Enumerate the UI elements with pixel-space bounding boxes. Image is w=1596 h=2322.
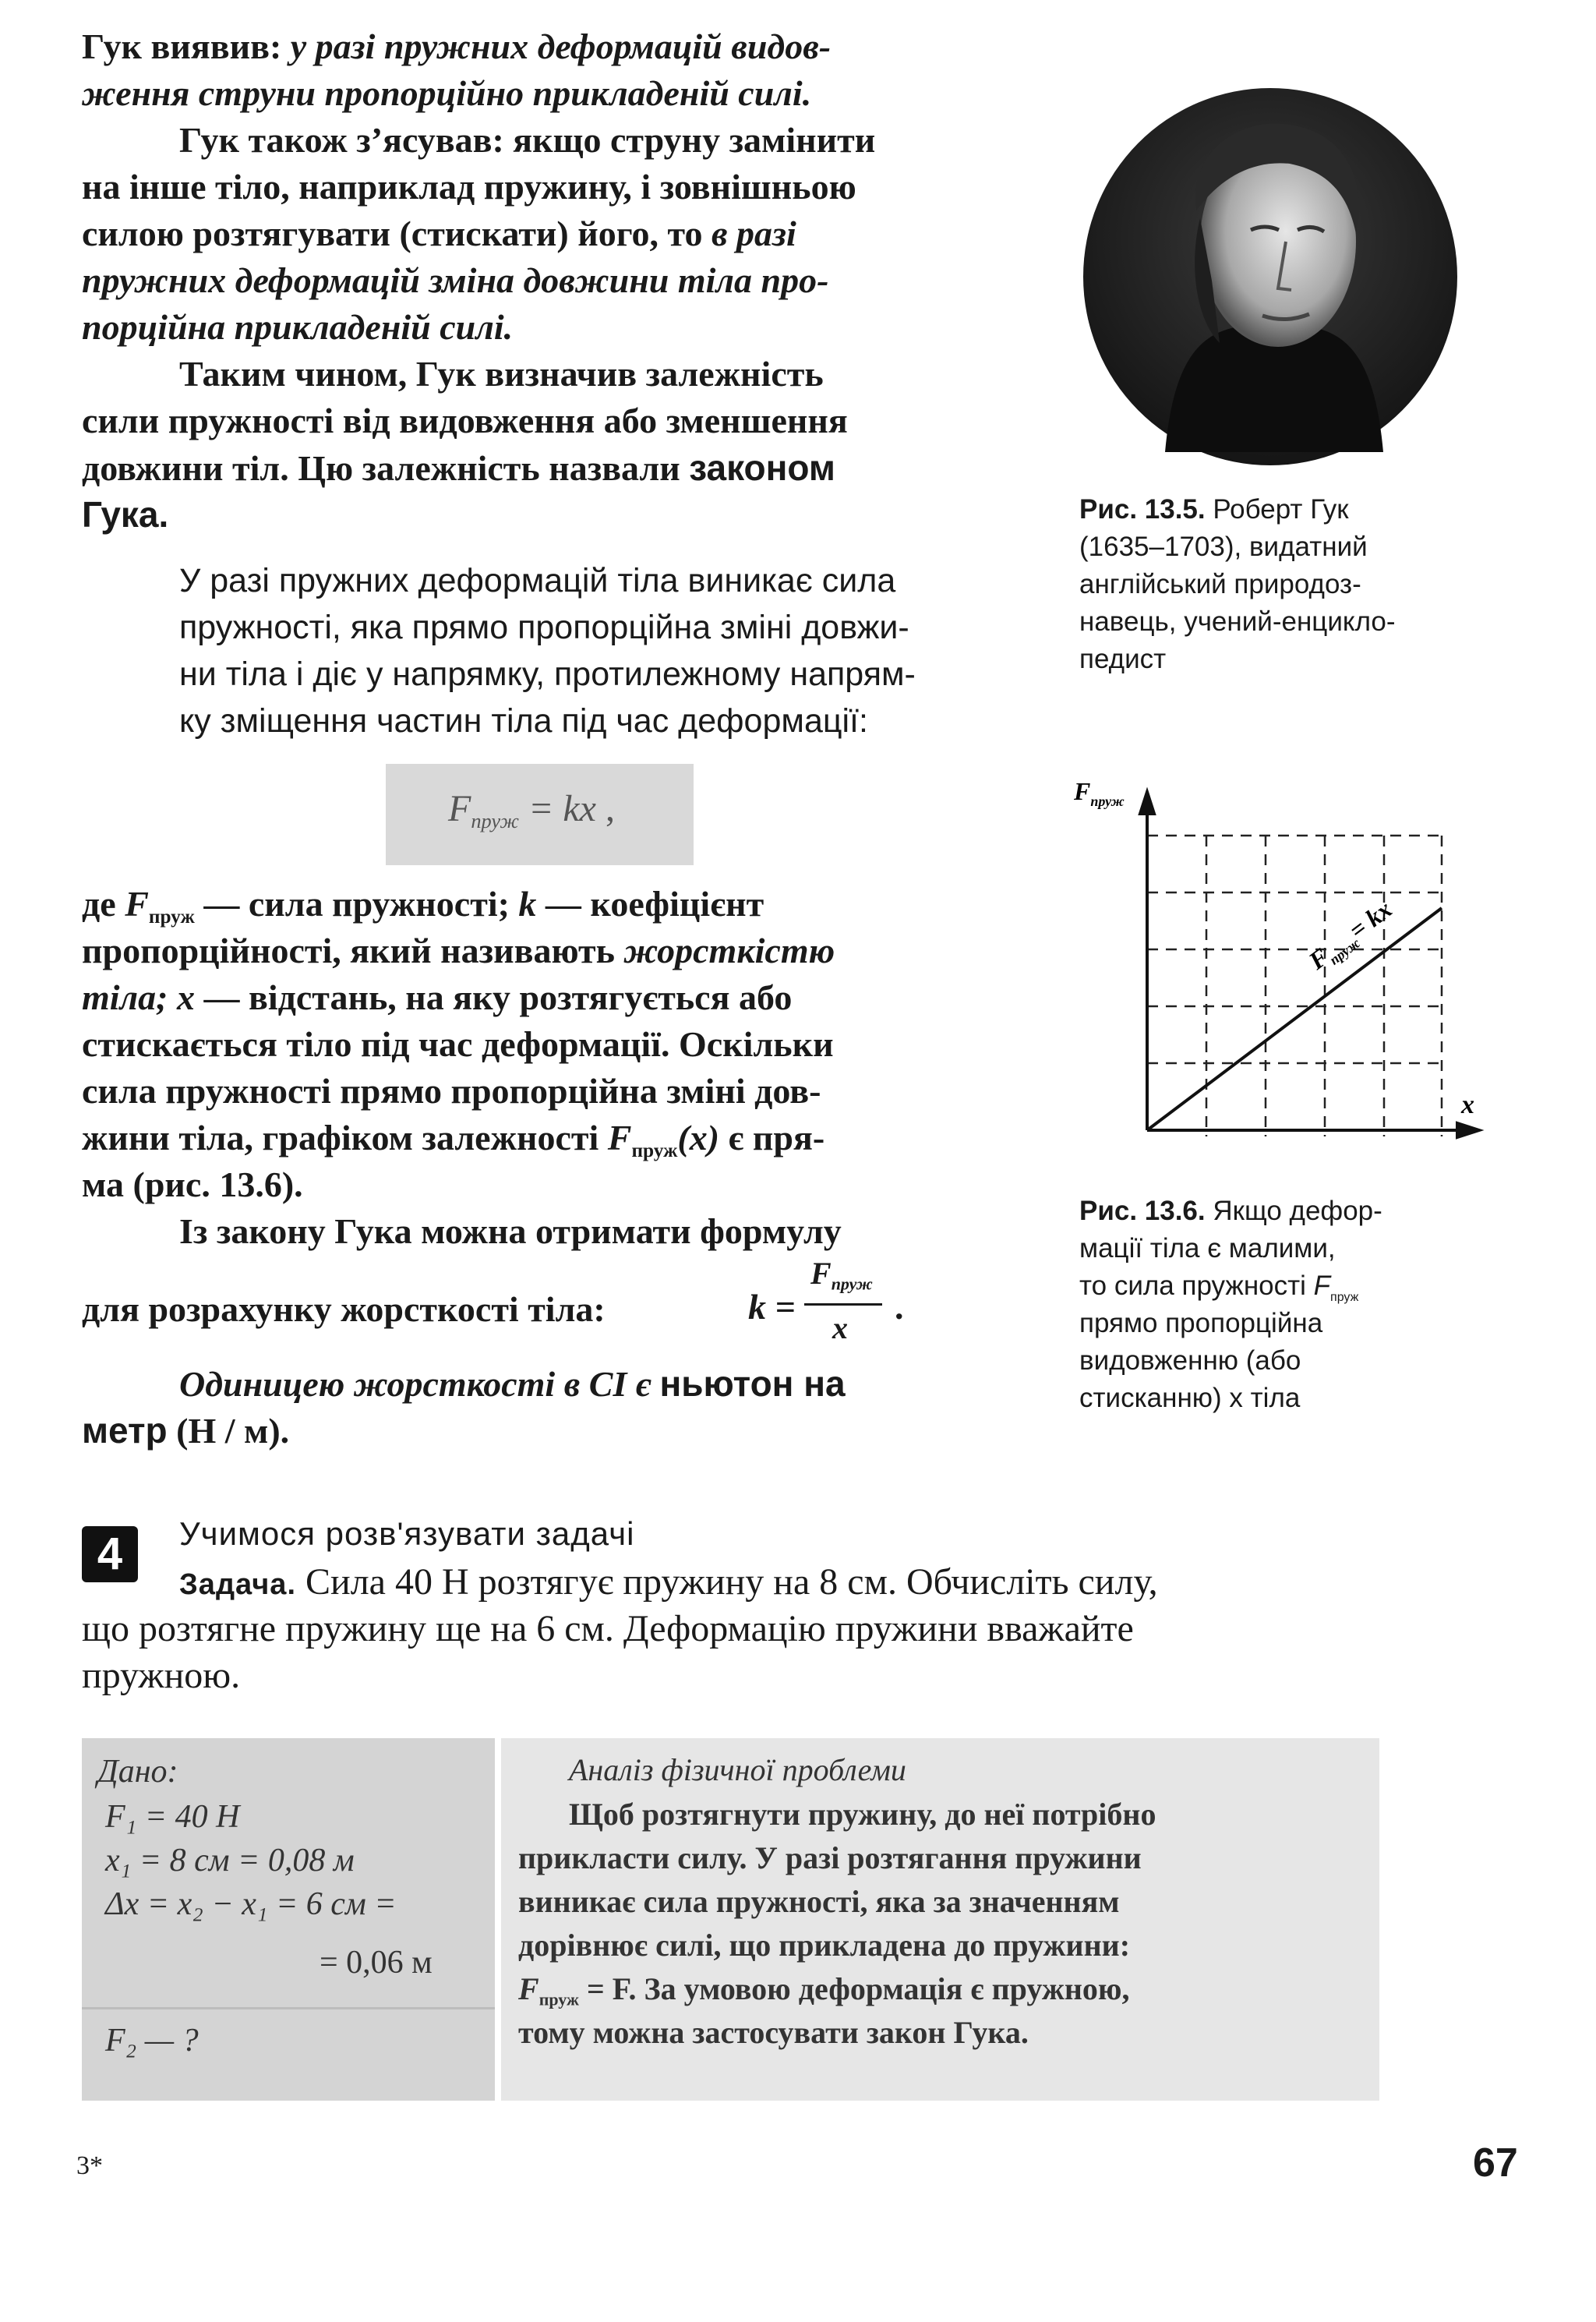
task-line: пружною. bbox=[82, 1655, 241, 1696]
paragraph-line: ження струни пропорційно прикладеній силі. bbox=[82, 73, 812, 113]
paragraph-line: для розрахунку жорсткості тіла: bbox=[82, 1289, 606, 1329]
law-line: пружності, яка прямо пропорційна зміні довжи- bbox=[179, 609, 909, 646]
paragraph-line: сила пружності прямо пропорційна зміні дов- bbox=[82, 1071, 821, 1111]
paragraph-line: порційна прикладеній силі. bbox=[82, 307, 514, 347]
paragraph-line: силою розтягувати (стискати) його, то в разі bbox=[82, 214, 796, 253]
paragraph-line: сили пружності від видовження або зменшення bbox=[82, 401, 848, 440]
paragraph-line: ма (рис. 13.6). bbox=[82, 1165, 303, 1204]
section-title: Учимося розв'язувати задачі bbox=[179, 1515, 635, 1552]
paragraph-line: пружних деформацій зміна довжини тіла про- bbox=[82, 260, 829, 300]
paragraph-line: пропорційності, який називають жорсткістю bbox=[82, 931, 835, 970]
hooke-formula: $F_{пруж}$ = kx , bbox=[386, 764, 694, 865]
paragraph-line: Одиницею жорсткості в СІ є ньютон на bbox=[179, 1363, 846, 1404]
page-number: 67 bbox=[1473, 2140, 1518, 2186]
paragraph-line: Гук також з’ясував: якщо струну замінити bbox=[179, 120, 876, 160]
task-line: що розтягне пружину ще на 6 см. Деформацію пружини вважайте bbox=[82, 1608, 1134, 1649]
paragraph-line: жини тіла, графіком залежності $F_{пруж}(x)$ є пря- bbox=[82, 1118, 825, 1161]
paragraph-line: Із закону Гука можна отримати формулу bbox=[179, 1211, 842, 1251]
paragraph-line: метр (Н / м). bbox=[82, 1410, 290, 1451]
portrait-image bbox=[1079, 86, 1461, 468]
paragraph-line: на інше тіло, наприклад пружину, і зовнішньою bbox=[82, 167, 856, 207]
axes bbox=[1140, 792, 1479, 1137]
task-line: Задача. Сила 40 Н розтягує пружину на 8 см. Обчисліть силу, bbox=[179, 1561, 1158, 1603]
section-number-badge: 4 bbox=[82, 1526, 138, 1582]
portrait-hooke bbox=[1079, 86, 1461, 468]
graph-line-label: $F_{пруж}=$ kx bbox=[1303, 894, 1397, 975]
hooke-graph bbox=[1068, 772, 1504, 1169]
y-axis-label: $F_{пруж}$ bbox=[1074, 777, 1125, 809]
paragraph-line: стискається тіло під час деформації. Оскільки bbox=[82, 1024, 834, 1064]
law-line: ни тіла і діє у напрямку, протилежному напрям- bbox=[179, 656, 916, 693]
law-line: У разі пружних деформацій тіла виникає сила bbox=[179, 562, 896, 599]
paragraph-line: де $F_{пруж}$ — сила пружності; k — коефіцієнт bbox=[82, 884, 764, 928]
footer-mark: 3* bbox=[76, 2151, 103, 2180]
paragraph-line: тіла; x — відстань, на яку розтягується або bbox=[82, 977, 793, 1017]
paragraph-line: Гук виявив: у разі пружних деформацій видов- bbox=[82, 27, 832, 66]
paragraph-line: Таким чином, Гук визначив залежність bbox=[179, 354, 824, 394]
paragraph-line: довжини тіл. Цю залежність назвали законом bbox=[82, 447, 835, 488]
law-line: ку зміщення частин тіла під час деформації: bbox=[179, 702, 868, 740]
grid bbox=[1147, 836, 1442, 1136]
stiffness-formula: k = $F_{пруж}$ x . bbox=[748, 1256, 904, 1345]
paragraph-line: Гука. bbox=[82, 494, 169, 535]
proportional-line bbox=[1147, 908, 1442, 1130]
x-axis-label: x bbox=[1461, 1090, 1474, 1119]
